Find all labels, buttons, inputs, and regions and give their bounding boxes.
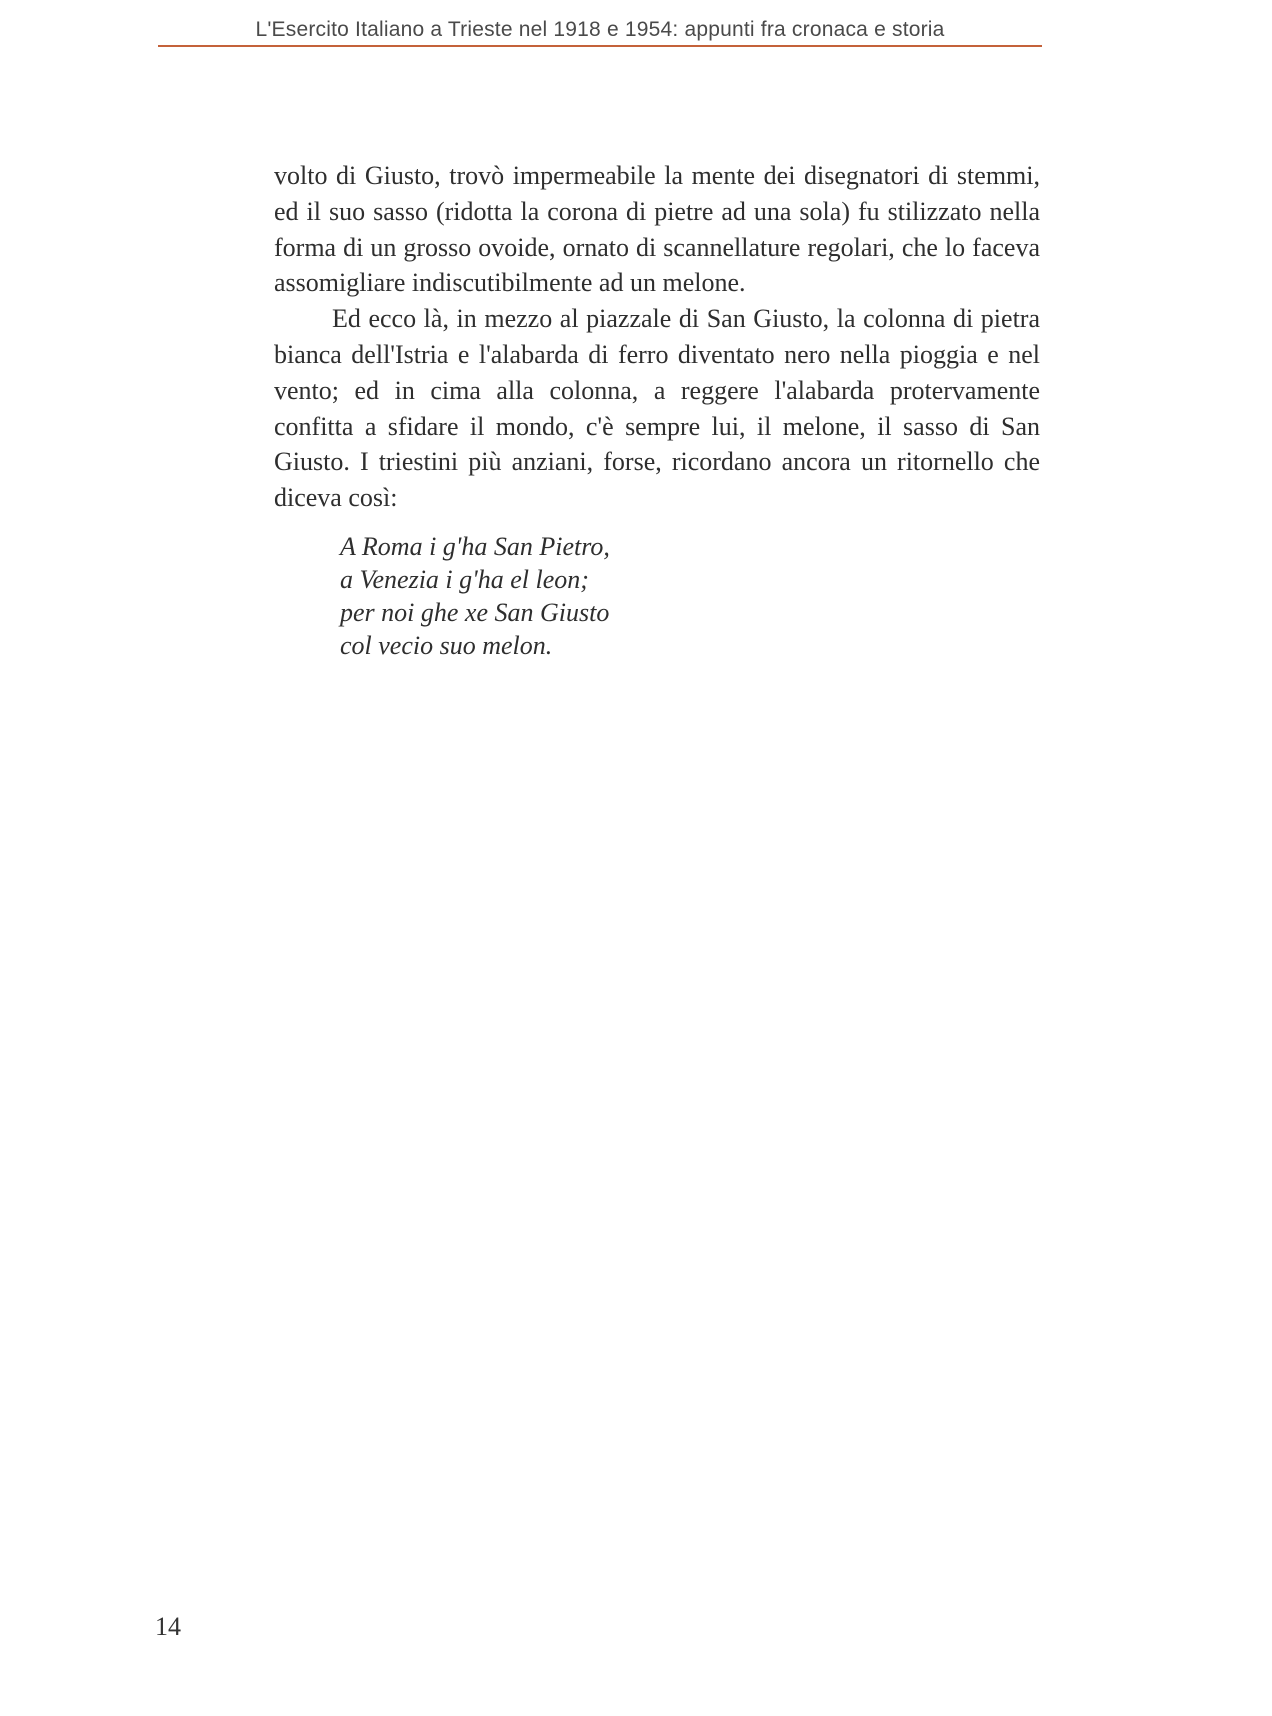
page-number: 14 xyxy=(155,1612,181,1641)
running-header: L'Esercito Italiano a Trieste nel 1918 e 1954: appunti fra cronaca e storia xyxy=(255,18,945,41)
verse-line: A Roma i g'ha San Pietro, xyxy=(340,532,610,561)
verse-line: a Venezia i g'ha el leon; xyxy=(340,565,589,594)
header-rule xyxy=(158,45,1042,47)
verse-block xyxy=(340,530,840,662)
body-text xyxy=(274,158,1040,516)
verse-line: col vecio suo melon. xyxy=(340,631,553,660)
paragraph: Ed ecco là, in mezzo al piazzale di San Giusto, la colonna di pietra bianca dell'Istria e l'alabarda di ferro diventato nero nella pioggia e nel vento; ed in cima alla colonna, a reggere l'alabarda protervamente confitta a sfidare il mondo, c'è sempre lui, il melone, il sasso di San Giusto. I triestini più anziani, forse, ricordano ancora un ritornello che diceva così: xyxy=(274,304,1040,513)
paragraph-continuation: volto di Giusto, trovò impermeabile la mente dei disegnatori di stemmi, ed il suo sasso (ridotta la corona di pietre ad una sola) fu stilizzato nella forma di un grosso ovoide, ornato di scannellature regolari, che lo faceva assomigliare indiscutibilmente ad un melone. xyxy=(274,161,1040,298)
verse-line: per noi ghe xe San Giusto xyxy=(340,598,610,627)
